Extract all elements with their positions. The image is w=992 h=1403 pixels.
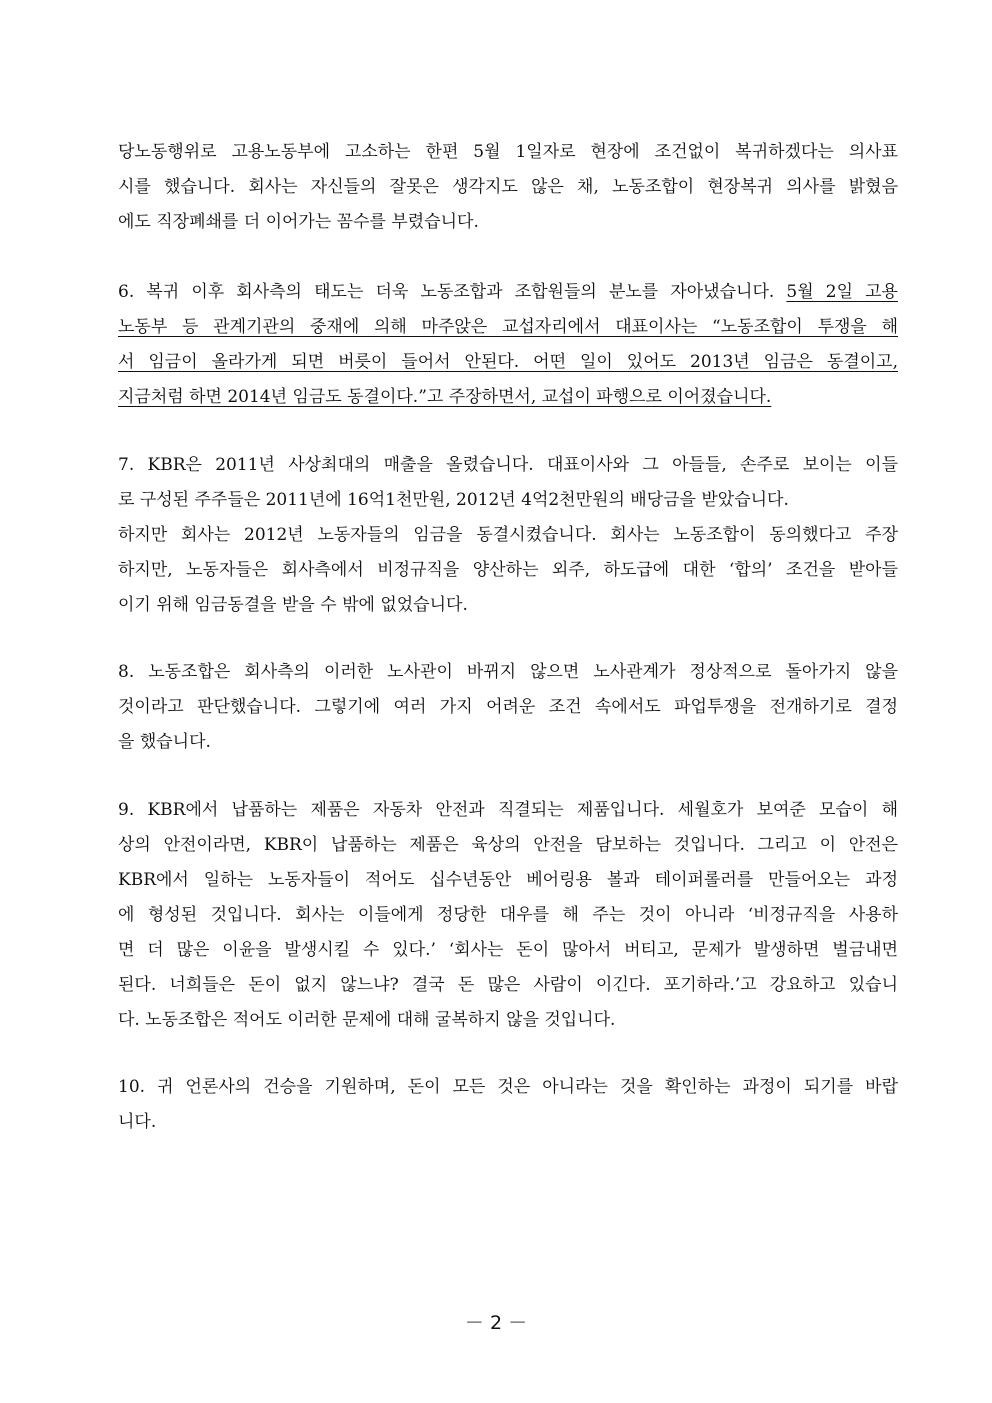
text-line: 하지만, 노동자들은 회사측에서 비정규직을 양산하는 외주, 하도급에 대한 ‘합의’ 조건을 받아들	[118, 560, 898, 580]
text-line: 하지만 회사는 2012년 노동자들의 임금을 동결시켰습니다. 회사는 노동조합이 동의했다고 주장	[118, 525, 898, 545]
text-line: 다. 노동조합은 적어도 이러한 문제에 대해 굴복하지 않을 것입니다.	[118, 1010, 616, 1030]
text-line: 시를 했습니다. 회사는 자신들의 잘못은 생각지도 않은 채, 노동조합이 현장복귀 의사를 밝혔음	[118, 177, 898, 197]
text-line: 당노동행위로 고용노동부에 고소하는 한편 5월 1일자로 현장에 조건없이 복귀하겠다는 의사표	[118, 142, 898, 162]
underlined-text-line: 지금처럼 하면 2014년 임금도 동결이다.”고 주장하면서, 교섭이 파행으로 이어졌습니다.	[118, 387, 772, 407]
text-line: 10. 귀 언론사의 건승을 기원하며, 돈이 모든 것은 아니라는 것을 확인하는 과정이 되기를 바랍	[118, 1077, 898, 1097]
text-line: 에도 직장폐쇄를 더 이어가는 꼼수를 부렸습니다.	[118, 212, 479, 232]
underlined-text-segment: 5월 2일 고용	[786, 282, 898, 302]
text-line: 9. KBR에서 납품하는 제품은 자동차 안전과 직결되는 제품입니다. 세월호가 보여준 모습이 해	[118, 800, 898, 820]
text-line: KBR에서 일하는 노동자들이 적어도 십수년동안 베어링용 볼과 테이퍼롤러를 만들어오는 과정	[118, 870, 898, 890]
text-line: 로 구성된 주주들은 2011년에 16억1천만원, 2012년 4억2천만원의 배당금을 받았습니다.	[118, 490, 789, 510]
paragraph-9	[118, 793, 898, 1038]
text-line: 7. KBR은 2011년 사상최대의 매출을 올렸습니다. 대표이사와 그 아들들, 손주로 보이는 이들	[118, 455, 898, 475]
text-line: 면 더 많은 이윤을 발생시킬 수 있다.’ ‘회사는 돈이 많아서 버티고, 문제가 발생하면 벌금내면	[118, 940, 898, 960]
paragraph-6	[118, 275, 898, 415]
page-number: － 2 －	[464, 1312, 528, 1334]
text-line: 8. 노동조합은 회사측의 이러한 노사관이 바뀌지 않으면 노사관계가 정상적으로 돌아가지 않을	[118, 662, 898, 682]
underlined-text-line: 노동부 등 관계기관의 중재에 의해 마주앉은 교섭자리에서 대표이사는 “노동조합이 투쟁을 해	[118, 317, 898, 337]
text-line: 니다.	[118, 1112, 157, 1132]
text-line: 이기 위해 임금동결을 받을 수 밖에 없었습니다.	[118, 595, 468, 615]
text-line: 된다. 너희들은 돈이 없지 않느냐? 결국 돈 많은 사람이 이긴다. 포기하라.’고 강요하고 있습니	[118, 975, 898, 995]
text-line	[118, 275, 898, 310]
text-segment: 6. 복귀 이후 회사측의 태도는 더욱 노동조합과 조합원들의 분노를 자아냈습니다.	[118, 282, 787, 302]
paragraph-7	[118, 448, 898, 623]
underlined-text-line: 서 임금이 올라가게 되면 버릇이 들어서 안된다. 어떤 일이 있어도 2013년 임금은 동결이고,	[118, 352, 898, 372]
paragraph-10	[118, 1070, 898, 1140]
text-line: 것이라고 판단했습니다. 그렇기에 여러 가지 어려운 조건 속에서도 파업투쟁을 전개하기로 결정	[118, 697, 898, 717]
paragraph-8	[118, 655, 898, 760]
text-line: 상의 안전이라면, KBR이 납품하는 제품은 육상의 안전을 담보하는 것입니다. 그리고 이 안전은	[118, 835, 898, 855]
text-line: 을 했습니다.	[118, 732, 211, 752]
paragraph-5-continuation	[118, 135, 898, 240]
text-line: 에 형성된 것입니다. 회사는 이들에게 정당한 대우를 해 주는 것이 아니라 ‘비정규직을 사용하	[118, 905, 898, 925]
